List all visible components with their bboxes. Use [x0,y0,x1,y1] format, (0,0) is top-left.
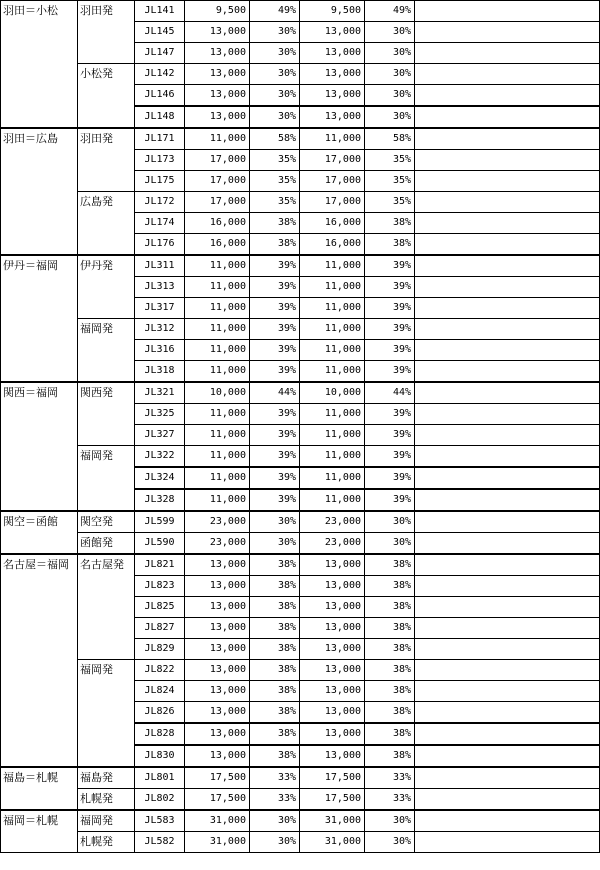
discount-cell: 39% [365,467,415,489]
discount-cell: 38% [365,213,415,234]
fare-cell: 13,000 [185,618,250,639]
discount-cell: 33% [250,789,300,811]
flight-number: JL826 [135,702,185,724]
fare-cell: 11,000 [185,404,250,425]
flight-number: JL316 [135,340,185,361]
discount-cell: 38% [250,639,300,660]
empty-cell [415,382,600,404]
empty-cell [415,511,600,533]
fare-cell: 13,000 [185,22,250,43]
fare-cell: 11,000 [300,425,365,446]
empty-cell [415,767,600,789]
empty-cell [415,213,600,234]
fare-row [1,810,600,832]
discount-cell: 38% [365,576,415,597]
fare-cell: 10,000 [185,382,250,404]
empty-cell [415,404,600,425]
route-name: 羽田＝広島 [1,128,78,255]
fare-cell: 11,000 [300,277,365,298]
discount-cell: 38% [250,554,300,576]
discount-cell: 39% [365,319,415,340]
flight-number: JL142 [135,64,185,85]
empty-cell [415,64,600,85]
empty-cell [415,234,600,256]
direction-label: 名古屋発 [78,554,135,660]
flight-number: JL823 [135,576,185,597]
route-name: 関西＝福岡 [1,382,78,511]
fare-cell: 13,000 [300,22,365,43]
fare-cell: 11,000 [300,489,365,511]
fare-row [1,832,600,853]
direction-label: 羽田発 [78,1,135,64]
flight-number: JL824 [135,681,185,702]
fare-cell: 13,000 [185,85,250,107]
fare-cell: 13,000 [300,554,365,576]
discount-cell: 35% [250,192,300,213]
empty-cell [415,489,600,511]
fare-cell: 23,000 [300,511,365,533]
fare-row [1,192,600,213]
route-name: 福岡＝札幌 [1,810,78,853]
empty-cell [415,832,600,853]
fare-cell: 16,000 [185,234,250,256]
direction-label: 小松発 [78,64,135,129]
direction-label: 札幌発 [78,832,135,853]
discount-cell: 39% [250,277,300,298]
empty-cell [415,192,600,213]
empty-cell [415,43,600,64]
discount-cell: 39% [250,404,300,425]
fare-cell: 17,000 [185,192,250,213]
empty-cell [415,171,600,192]
fare-row [1,767,600,789]
fare-cell: 16,000 [300,213,365,234]
flight-number: JL590 [135,533,185,555]
discount-cell: 30% [250,22,300,43]
fare-cell: 17,000 [185,150,250,171]
route-name: 名古屋＝福岡 [1,554,78,767]
flight-number: JL324 [135,467,185,489]
fare-row [1,128,600,150]
discount-cell: 44% [365,382,415,404]
direction-label: 福岡発 [78,810,135,832]
discount-cell: 33% [365,767,415,789]
discount-cell: 30% [365,43,415,64]
empty-cell [415,319,600,340]
discount-cell: 44% [250,382,300,404]
empty-cell [415,618,600,639]
discount-cell: 38% [365,554,415,576]
discount-cell: 39% [250,489,300,511]
direction-label: 札幌発 [78,789,135,811]
discount-cell: 39% [250,319,300,340]
flight-number: JL141 [135,1,185,22]
discount-cell: 30% [365,106,415,128]
empty-cell [415,576,600,597]
fare-cell: 11,000 [185,255,250,277]
discount-cell: 39% [365,255,415,277]
fare-cell: 13,000 [300,745,365,767]
fare-cell: 13,000 [300,660,365,681]
fare-cell: 11,000 [300,319,365,340]
flight-number: JL321 [135,382,185,404]
fare-cell: 11,000 [185,446,250,468]
fare-cell: 17,000 [300,192,365,213]
fare-cell: 11,000 [185,128,250,150]
fare-cell: 9,500 [300,1,365,22]
discount-cell: 38% [250,660,300,681]
fare-cell: 11,000 [185,277,250,298]
discount-cell: 30% [365,22,415,43]
flight-number: JL322 [135,446,185,468]
discount-cell: 30% [250,43,300,64]
discount-cell: 35% [365,171,415,192]
direction-label: 福岡発 [78,446,135,512]
discount-cell: 30% [365,832,415,853]
discount-cell: 39% [365,425,415,446]
fare-cell: 17,500 [185,789,250,811]
flight-number: JL599 [135,511,185,533]
fare-cell: 13,000 [300,43,365,64]
fare-cell: 11,000 [300,255,365,277]
discount-cell: 39% [365,404,415,425]
flight-number: JL827 [135,618,185,639]
discount-cell: 39% [250,340,300,361]
discount-cell: 39% [365,446,415,468]
fare-cell: 11,000 [185,361,250,383]
fare-row [1,660,600,681]
fare-cell: 13,000 [185,597,250,618]
discount-cell: 38% [250,681,300,702]
discount-cell: 35% [365,150,415,171]
route-name: 関空＝函館 [1,511,78,554]
discount-cell: 30% [250,106,300,128]
discount-cell: 58% [365,128,415,150]
fare-cell: 13,000 [185,723,250,745]
flight-number: JL176 [135,234,185,256]
discount-cell: 35% [365,192,415,213]
flight-number: JL327 [135,425,185,446]
flight-number: JL830 [135,745,185,767]
fare-cell: 17,000 [185,171,250,192]
empty-cell [415,702,600,724]
fare-cell: 13,000 [300,85,365,107]
empty-cell [415,22,600,43]
fare-row [1,1,600,22]
fare-cell: 13,000 [185,702,250,724]
flight-number: JL172 [135,192,185,213]
flight-number: JL325 [135,404,185,425]
fare-cell: 23,000 [185,533,250,555]
fare-cell: 23,000 [185,511,250,533]
fare-cell: 13,000 [300,618,365,639]
fare-cell: 16,000 [300,234,365,256]
fare-table-body [1,1,600,853]
fare-cell: 13,000 [300,702,365,724]
empty-cell [415,639,600,660]
discount-cell: 38% [365,639,415,660]
flight-number: JL822 [135,660,185,681]
flight-number: JL318 [135,361,185,383]
fare-cell: 13,000 [185,681,250,702]
discount-cell: 39% [365,361,415,383]
discount-cell: 30% [250,810,300,832]
empty-cell [415,361,600,383]
fare-cell: 13,000 [300,106,365,128]
empty-cell [415,128,600,150]
discount-cell: 30% [365,533,415,555]
empty-cell [415,723,600,745]
flight-number: JL821 [135,554,185,576]
empty-cell [415,340,600,361]
empty-cell [415,554,600,576]
empty-cell [415,85,600,107]
fare-cell: 31,000 [185,810,250,832]
fare-cell: 11,000 [300,467,365,489]
fare-cell: 11,000 [300,361,365,383]
fare-cell: 31,000 [300,832,365,853]
direction-label: 広島発 [78,192,135,256]
discount-cell: 30% [250,533,300,555]
discount-cell: 49% [250,1,300,22]
discount-cell: 30% [250,64,300,85]
discount-cell: 38% [250,702,300,724]
discount-cell: 49% [365,1,415,22]
fare-cell: 13,000 [185,576,250,597]
empty-cell [415,533,600,555]
discount-cell: 38% [365,745,415,767]
fare-cell: 11,000 [300,340,365,361]
fare-row [1,64,600,85]
fare-cell: 13,000 [300,681,365,702]
discount-cell: 38% [250,745,300,767]
fare-cell: 16,000 [185,213,250,234]
discount-cell: 30% [365,511,415,533]
discount-cell: 30% [365,85,415,107]
flight-number: JL311 [135,255,185,277]
flight-number: JL174 [135,213,185,234]
flight-number: JL173 [135,150,185,171]
discount-cell: 38% [250,723,300,745]
discount-cell: 38% [250,597,300,618]
empty-cell [415,1,600,22]
fare-row [1,446,600,468]
fare-row [1,789,600,811]
fare-cell: 17,000 [300,171,365,192]
empty-cell [415,255,600,277]
fare-row [1,319,600,340]
flight-number: JL317 [135,298,185,319]
fare-cell: 13,000 [185,106,250,128]
empty-cell [415,298,600,319]
discount-cell: 33% [250,767,300,789]
discount-cell: 39% [250,425,300,446]
fare-cell: 9,500 [185,1,250,22]
discount-cell: 38% [365,618,415,639]
fare-cell: 11,000 [185,340,250,361]
flight-number: JL829 [135,639,185,660]
direction-label: 福岡発 [78,319,135,383]
discount-cell: 35% [250,171,300,192]
empty-cell [415,597,600,618]
discount-cell: 39% [250,446,300,468]
fare-cell: 31,000 [300,810,365,832]
fare-cell: 13,000 [300,64,365,85]
flight-number: JL828 [135,723,185,745]
direction-label: 伊丹発 [78,255,135,319]
discount-cell: 39% [365,298,415,319]
discount-cell: 38% [250,234,300,256]
fare-cell: 13,000 [185,660,250,681]
discount-cell: 30% [250,85,300,107]
flight-number: JL312 [135,319,185,340]
discount-cell: 38% [250,576,300,597]
discount-cell: 38% [250,618,300,639]
empty-cell [415,789,600,811]
fare-cell: 11,000 [300,404,365,425]
fare-cell: 11,000 [185,298,250,319]
fare-cell: 13,000 [300,639,365,660]
fare-cell: 13,000 [185,43,250,64]
flight-number: JL582 [135,832,185,853]
empty-cell [415,660,600,681]
fare-cell: 13,000 [185,639,250,660]
fare-row [1,533,600,555]
flight-number: JL825 [135,597,185,618]
discount-cell: 30% [250,511,300,533]
fare-cell: 17,500 [300,767,365,789]
discount-cell: 38% [365,702,415,724]
discount-cell: 39% [365,340,415,361]
fare-cell: 13,000 [300,597,365,618]
fare-cell: 23,000 [300,533,365,555]
fare-row [1,511,600,533]
fare-cell: 17,500 [300,789,365,811]
fare-row [1,554,600,576]
discount-cell: 38% [365,723,415,745]
discount-cell: 30% [365,810,415,832]
discount-cell: 39% [250,255,300,277]
fare-cell: 13,000 [185,64,250,85]
fare-cell: 11,000 [185,319,250,340]
direction-label: 福岡発 [78,660,135,768]
fare-cell: 17,500 [185,767,250,789]
discount-cell: 39% [250,361,300,383]
fare-cell: 11,000 [300,298,365,319]
direction-label: 関空発 [78,511,135,533]
direction-label: 福島発 [78,767,135,789]
direction-label: 関西発 [78,382,135,446]
discount-cell: 38% [365,660,415,681]
fare-row [1,382,600,404]
discount-cell: 38% [365,597,415,618]
flight-number: JL171 [135,128,185,150]
fare-cell: 11,000 [185,489,250,511]
flight-number: JL313 [135,277,185,298]
fare-cell: 11,000 [300,446,365,468]
flight-number: JL328 [135,489,185,511]
discount-cell: 39% [365,277,415,298]
empty-cell [415,810,600,832]
discount-cell: 39% [365,489,415,511]
fare-cell: 17,000 [300,150,365,171]
route-name: 伊丹＝福岡 [1,255,78,382]
empty-cell [415,681,600,702]
fare-cell: 31,000 [185,832,250,853]
discount-cell: 38% [365,234,415,256]
flight-number: JL145 [135,22,185,43]
discount-cell: 58% [250,128,300,150]
fare-cell: 11,000 [185,467,250,489]
fare-row [1,255,600,277]
discount-cell: 39% [250,467,300,489]
empty-cell [415,277,600,298]
discount-cell: 38% [250,213,300,234]
discount-cell: 30% [250,832,300,853]
empty-cell [415,467,600,489]
fare-cell: 11,000 [185,425,250,446]
fare-cell: 11,000 [300,128,365,150]
flight-number: JL801 [135,767,185,789]
fare-cell: 13,000 [300,723,365,745]
direction-label: 函館発 [78,533,135,555]
empty-cell [415,745,600,767]
empty-cell [415,425,600,446]
fare-cell: 13,000 [185,745,250,767]
discount-cell: 38% [365,681,415,702]
flight-number: JL175 [135,171,185,192]
discount-cell: 30% [365,64,415,85]
flight-number: JL147 [135,43,185,64]
empty-cell [415,446,600,468]
fare-cell: 10,000 [300,382,365,404]
empty-cell [415,150,600,171]
flight-number: JL802 [135,789,185,811]
route-name: 羽田＝小松 [1,1,78,129]
discount-cell: 35% [250,150,300,171]
fare-cell: 13,000 [185,554,250,576]
discount-cell: 33% [365,789,415,811]
fare-cell: 13,000 [300,576,365,597]
direction-label: 羽田発 [78,128,135,192]
discount-cell: 39% [250,298,300,319]
flight-number: JL583 [135,810,185,832]
empty-cell [415,106,600,128]
route-name: 福島＝札幌 [1,767,78,810]
flight-number: JL146 [135,85,185,107]
flight-number: JL148 [135,106,185,128]
